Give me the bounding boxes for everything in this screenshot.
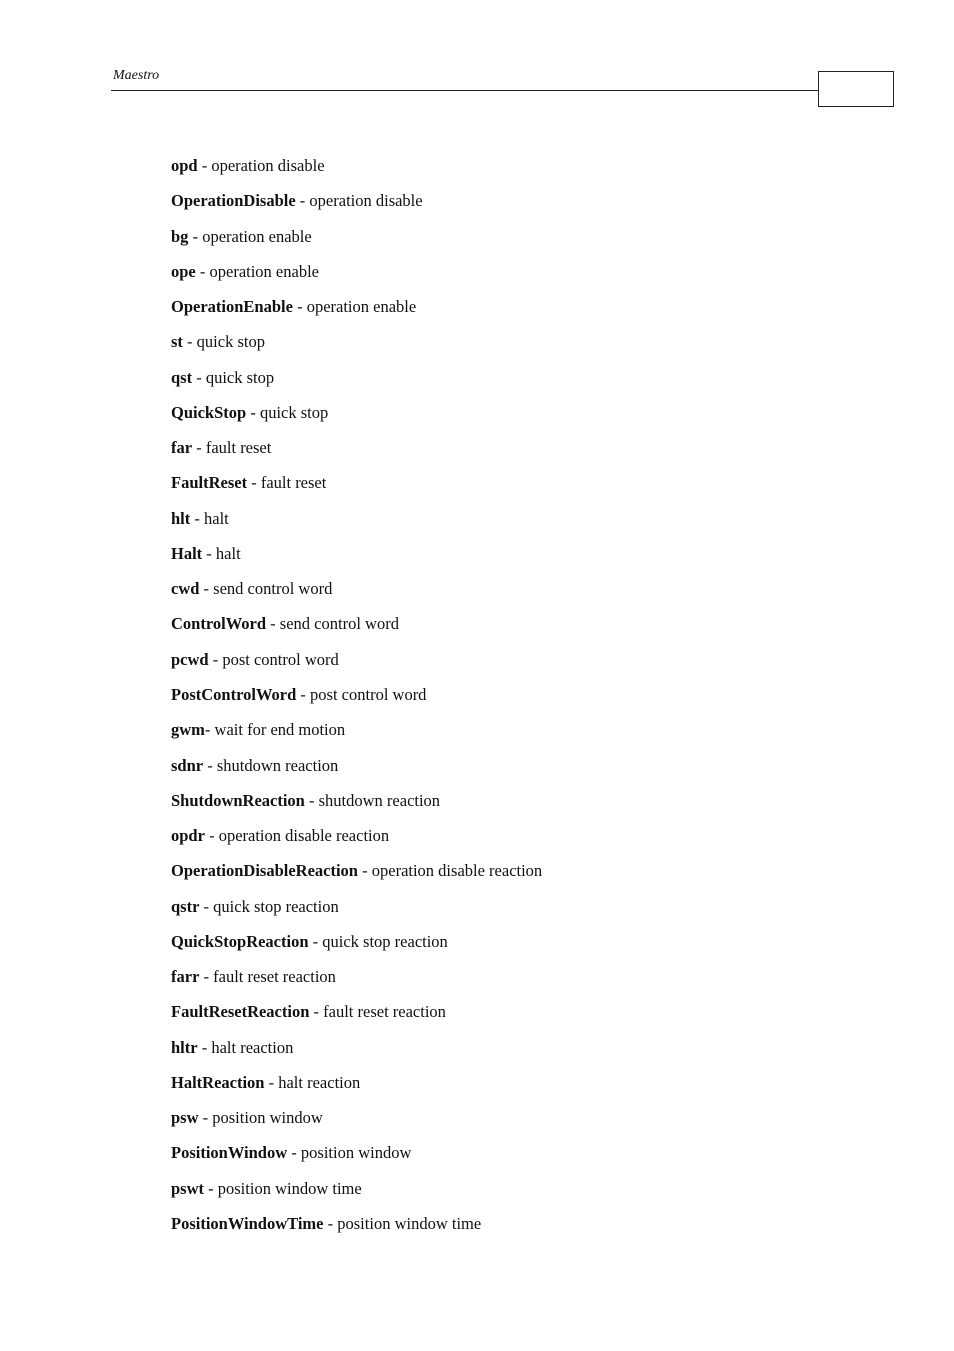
command-entry <box>171 471 542 506</box>
command-name: PostControlWord <box>171 684 297 704</box>
command-name: opd <box>171 156 198 175</box>
command-description: operation enable <box>306 297 417 317</box>
command-name: hlt <box>171 508 191 528</box>
command-separator: - <box>197 156 212 175</box>
command-entry <box>171 754 542 789</box>
command-description: operation enable <box>209 261 319 281</box>
command-separator: - <box>204 1178 218 1198</box>
command-entry <box>171 1212 542 1247</box>
command-name: QuickStop <box>171 402 247 422</box>
command-description: operation disable reaction <box>218 826 390 846</box>
command-separator: - <box>199 579 214 599</box>
command-separator: - <box>208 649 223 669</box>
command-entry <box>171 930 542 965</box>
command-name: pswt <box>171 1178 205 1198</box>
command-entry <box>171 542 542 577</box>
command-name: cwd <box>171 579 200 599</box>
page-number-box <box>818 71 894 107</box>
command-name: HaltReaction <box>171 1072 265 1092</box>
command-description: fault reset reaction <box>213 967 336 987</box>
command-description: position window <box>212 1108 323 1128</box>
command-name: qst <box>171 367 193 387</box>
command-description: post control word <box>222 649 339 669</box>
command-entry <box>171 612 542 647</box>
command-separator: - <box>323 1213 338 1233</box>
command-name: sdnr <box>171 755 204 775</box>
command-entry <box>171 1177 542 1212</box>
command-separator: - <box>197 1037 212 1057</box>
command-entry <box>171 1106 542 1141</box>
command-name: OperationDisable <box>171 191 296 211</box>
command-separator: - <box>304 790 319 810</box>
command-separator: - <box>287 1143 301 1163</box>
command-description: shutdown reaction <box>216 755 339 775</box>
command-separator: - <box>192 438 206 458</box>
command-entry <box>171 824 542 859</box>
command-description: halt <box>215 543 241 563</box>
command-separator: - <box>199 967 214 987</box>
command-name: QuickStopReaction <box>171 931 309 951</box>
command-entry <box>171 965 542 1000</box>
command-entry <box>171 859 542 894</box>
command-name: OperationEnable <box>171 297 293 317</box>
command-name: ope <box>171 261 196 281</box>
command-entry <box>171 436 542 471</box>
command-description: quick stop <box>259 402 329 422</box>
command-separator: - <box>192 367 206 387</box>
command-description: send control word <box>279 614 399 634</box>
header-rule <box>111 90 819 91</box>
command-separator: - <box>202 543 216 563</box>
command-name: qstr <box>171 896 200 916</box>
command-description: shutdown reaction <box>318 790 441 810</box>
command-separator: - <box>309 1002 324 1022</box>
command-entry <box>171 683 542 718</box>
command-name: st <box>171 332 183 352</box>
command-name: farr <box>171 967 200 987</box>
command-separator: - <box>182 332 197 352</box>
command-entry <box>171 189 542 224</box>
command-name: Halt <box>171 543 203 563</box>
command-description: post control word <box>310 684 427 704</box>
command-description: wait for end motion <box>214 720 346 740</box>
command-separator: - <box>195 261 210 281</box>
command-separator: - <box>266 614 280 634</box>
command-entry <box>171 1071 542 1106</box>
command-name: far <box>171 438 193 458</box>
command-description: halt reaction <box>278 1072 361 1092</box>
command-separator: - <box>199 896 214 916</box>
command-description: quick stop <box>196 332 265 352</box>
command-entry <box>171 154 542 189</box>
command-name: bg <box>171 226 189 246</box>
command-entry <box>171 260 542 295</box>
command-separator: - <box>264 1072 279 1092</box>
command-separator: - <box>188 226 203 246</box>
command-description: fault reset reaction <box>323 1002 446 1022</box>
command-entry <box>171 507 542 542</box>
command-entry <box>171 401 542 436</box>
command-entry <box>171 295 542 330</box>
command-name: opdr <box>171 826 205 846</box>
command-description: quick stop reaction <box>322 931 448 951</box>
command-description: position window <box>300 1143 412 1163</box>
command-description: quick stop reaction <box>213 896 339 916</box>
command-separator: - <box>203 755 217 775</box>
command-description: send control word <box>213 579 333 599</box>
command-separator: - <box>246 402 260 422</box>
command-name: OperationDisableReaction <box>171 861 358 881</box>
command-name: hltr <box>171 1037 198 1057</box>
command-description: halt reaction <box>211 1037 294 1057</box>
command-entry <box>171 330 542 365</box>
command-name: FaultResetReaction <box>171 1002 310 1022</box>
command-entry <box>171 1036 542 1071</box>
command-separator: - <box>190 508 205 528</box>
command-description: fault reset <box>205 438 272 458</box>
command-entry <box>171 1141 542 1176</box>
command-name: ControlWord <box>171 614 267 634</box>
command-description: operation disable <box>309 191 423 211</box>
command-entry <box>171 789 542 824</box>
command-description: fault reset <box>260 473 327 493</box>
command-entry <box>171 1000 542 1035</box>
command-separator: - <box>247 473 261 493</box>
command-description: operation disable <box>211 156 325 175</box>
command-description: position window time <box>337 1213 482 1233</box>
command-description: halt <box>204 508 229 528</box>
command-separator: - <box>204 720 215 740</box>
command-separator: - <box>292 297 307 317</box>
command-name: FaultReset <box>171 473 248 493</box>
command-entry <box>171 895 542 930</box>
command-name: gwm <box>171 720 205 740</box>
command-name: PositionWindow <box>171 1143 288 1163</box>
page-header-title: Maestro <box>113 68 160 83</box>
command-entry <box>171 225 542 260</box>
command-description: quick stop <box>205 367 275 387</box>
command-description: operation disable reaction <box>371 861 543 881</box>
command-name: PositionWindowTime <box>171 1213 324 1233</box>
command-entry <box>171 718 542 753</box>
command-name: ShutdownReaction <box>171 790 305 810</box>
command-separator: - <box>358 861 372 881</box>
command-name: psw <box>171 1108 199 1128</box>
command-description: position window time <box>217 1178 362 1198</box>
command-separator: - <box>308 931 323 951</box>
command-separator: - <box>295 191 310 211</box>
command-separator: - <box>296 684 311 704</box>
command-description: operation enable <box>202 226 312 246</box>
command-entry <box>171 648 542 683</box>
command-separator: - <box>204 826 219 846</box>
command-list <box>171 154 542 1247</box>
command-name: pcwd <box>171 649 209 669</box>
command-separator: - <box>198 1108 213 1128</box>
command-entry <box>171 577 542 612</box>
command-entry <box>171 366 542 401</box>
